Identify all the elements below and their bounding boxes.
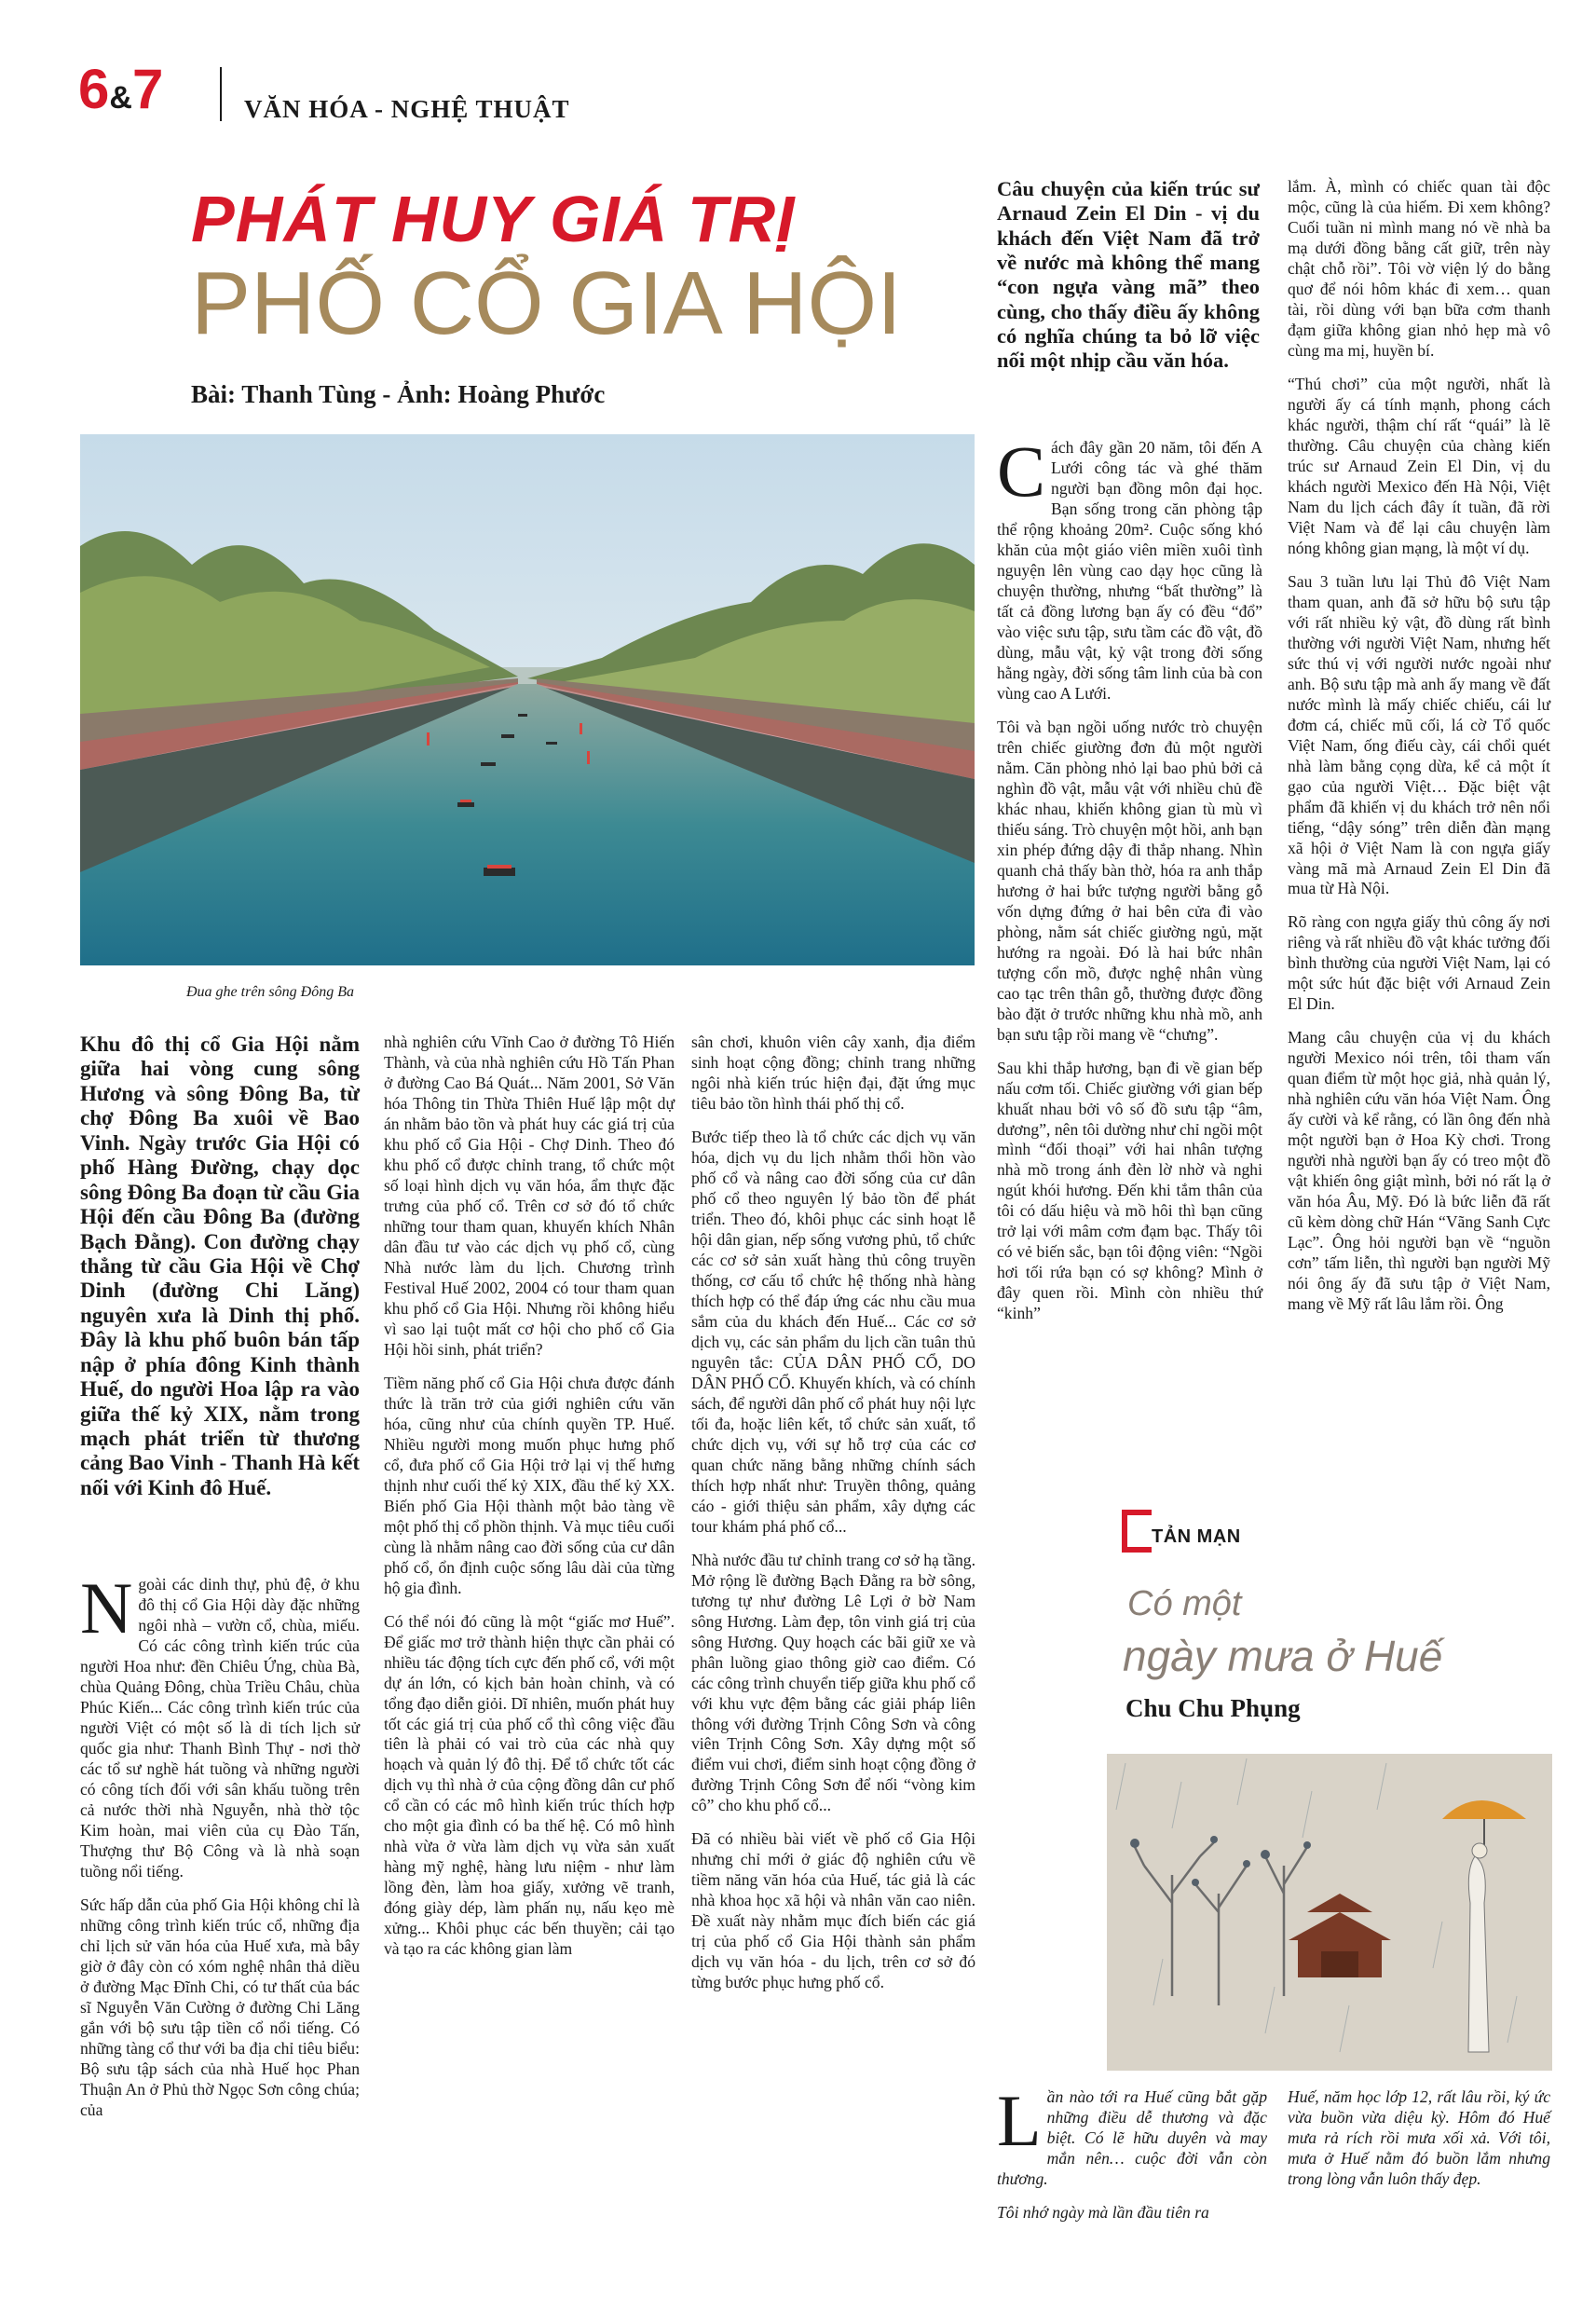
story3-column-1: Lần nào tới ra Huế cũng bắt gặp những điều dễ thương và đặc biệt. Có lẽ hữu duyên và may mắn nên… cuộc đời vẫn còn thương. Tôi nhớ ngày mà lần đầu tiên ra (997, 2080, 1267, 2222)
paragraph: lắm. À, mình có chiếc quan tài độc mộc, cũng là của hiếm. Đi xem không? Cuối tuần ni mình mang nó về nhà ba mạ dưới đồng bằng cất giữ, trên này chật chỗ rồi”. Tôi vờ viện lý do bằng quơ để nói hôm khác đi xem… quan tài, rồi dùng với bạn bữa cơm thanh đạm giữa không gian nhỏ hẹp mà vô cùng ma mị, huyền bí. (1288, 177, 1550, 360)
paragraph: Mang câu chuyện của vị du khách người Mexico nói trên, tôi tham vấn quan điểm từ một học giả, nhà quản lý, nhà nghiên cứu văn hóa Việt Nam. Ông ấy cười và kể rằng, có lần ông đến nhà một người bạn ở Hoa Kỳ chơi. Trong người nhà người bạn ấy có treo một đồ vật khiến ông giật mình, bởi nó rất lạ ở văn hóa Âu, Mỹ. Đó là bức liễn đã rất cũ kèm dòng chữ Hán “Vãng Sanh Cực Lạc”. Ông hỏi người bạn về “nguồn cơn” tấm liễn, thì người bạn người Mỹ nói ông ấy đã sưu tập ở Việt Nam, mang về Mỹ rất lâu lắm rồi. Ông (1288, 1028, 1550, 1314)
story2-column-2 (1288, 177, 1550, 1328)
section-title: VĂN HÓA - NGHỆ THUẬT (244, 95, 570, 123)
header-divider (220, 67, 222, 121)
rainy-hue-illustration (1107, 1754, 1552, 2071)
paragraph: sân chơi, khuôn viên cây xanh, địa điểm sinh hoạt cộng đồng; chỉnh trang những ngôi nhà kiến trúc hiện đại, đặt ứng mục tiêu bảo tồn hình thái phố thị cổ. (691, 1033, 975, 1113)
article-column-2 (384, 1033, 675, 1973)
article-title-line1: PHÁT HUY GIÁ TRỊ (191, 183, 796, 255)
paragraph: Tôi nhớ ngày mà lần đầu tiên ra (997, 2202, 1209, 2222)
story3-author: Chu Chu Phụng (1125, 1694, 1301, 1722)
article-column-1: Ngoài các dinh thự, phủ đệ, ở khu đô thị cổ Gia Hội dày đặc những ngôi nhà – vườn cổ, chùa, miếu. Có các công trình kiến trúc của người Hoa như: đền Chiêu Ứng, chùa Bà, chùa Quảng Đông, chùa Triều Châu, chùa Phúc Kiến... Các công trình kiến trúc của người Việt có một số là di tích lịch sử quốc gia như: Thanh Bình Thự - nơi thờ các tổ sư nghề hát tuồng và những người có công tích đối với sân khấu tuồng trên cả nước thời nhà Nguyễn, nhà thờ tộc Kim hoàn, mai viên của cụ Đào Tấn, Thượng thư Bộ Công và là nhà soạn tuồng nổi tiếng. Sức hấp dẫn của phố Gia Hội không chỉ là những công trình kiến trúc cổ, những địa chỉ lịch sử văn hóa của Huế xưa, mà bây giờ ở đây còn có xóm nghệ nhân thả diều ở đường Mạc Đĩnh Chi, có tư thất của bác sĩ Nguyễn Văn Cường ở đường Chi Lăng gắn với bộ sưu tập tiền cổ nổi tiếng. Có những tàng cổ thư với ba địa chỉ tiêu biểu: Bộ sưu tập sách của nhà Huế học Phan Thuận An ở Phủ thờ Ngọc Sơn công chúa; của (80, 1567, 360, 2119)
page-number: 6&7 (78, 58, 164, 120)
river-boat-race-photo (80, 434, 975, 965)
story3-title-line1: Có một (1127, 1584, 1242, 1623)
paragraph: Đã có nhiều bài viết về phố cổ Gia Hội nhưng chỉ mới ở giác độ nghiên cứu về tiềm năng văn hóa của Huế, tác giả là các nhà khoa học xã hội và nhân văn cao niên. Đề xuất này nhằm mục đích biến các giá trị của phố cổ Gia Hội thành sản phẩm dịch vụ văn hóa - du lịch, trên cơ sở đó từng bước phục hưng phố cổ. (691, 1829, 975, 1992)
paragraph: “Thú chơi” của một người, nhất là người ấy cá tính mạnh, phong cách khác người, thậm chí rất “quái” là lẽ thường. Câu chuyện của chàng kiến trúc sư Arnaud Zein El Din, vị du khách người Mexico đến Hà Nội, Việt Nam du lịch cách đây ít tuần, đã rời Việt Nam và để lại câu chuyện làm nóng không gian mạng, là một ví dụ. (1288, 374, 1550, 557)
paragraph: Tôi và bạn ngồi uống nước trò chuyện trên chiếc giường đơn đủ một người nằm. Căn phòng nhỏ lại bao phủ bởi cả nghìn đồ vật, mẫu vật với nhiều chủ đề khác nhau, khiến không gian tù mù vì thiếu sáng. Trò chuyện một hồi, anh bạn xin phép đứng dậy đi thắp nhang. Nhìn quanh chả thấy bàn thờ, hóa ra anh thắp hương ở hai bức tượng người bằng gỗ vốn dựng đứng ở hai bên cửa đi vào phòng, nằm sát chiếc giường ngủ, mặt hướng ra ngoài. Đó là hai bức nhân tượng cổn mồ, được nghệ nhân vùng cao tạc trên thân gỗ, thường được đồng bào đặt ở trước những khu nhà mồ, anh bạn sưu tập rồi mang về “chưng”. (997, 717, 1262, 1044)
photo-caption: Đua ghe trên sông Đông Ba (186, 984, 354, 1000)
article-byline: Bài: Thanh Tùng - Ảnh: Hoàng Phước (191, 380, 606, 408)
article-column-3 (691, 1033, 975, 2006)
paragraph: Sau khi thắp hương, bạn đi về gian bếp nấu cơm tối. Chiếc giường với gian bếp khuất nhau bởi vô số đồ sưu tập “âm, dương”, nên tôi dường như chỉ ngồi một mình “đối thoại” với hai nhân tượng nhà mồ trong ánh đèn lờ nhờ và nghi ngút khói hương. Đến khi tắm thân của tôi có dấu hiệu và mồ hôi thì bạn cũng trở lại với mâm cơm đạm bạc. Thấy tôi có vẻ biến sắc, bạn tôi động viên: “Ngồi hơi tối rứa bạn có sợ không? Mình ở đây quen rồi. Mình còn nhiều thứ “kinh” (997, 1058, 1262, 1323)
story2-column-1: Cách đây gần 20 năm, tôi đến A Lưới công tác và ghé thăm người bạn đồng môn đại học. Bạn sống trong căn phòng tập thể rộng khoảng 20m². Cuộc sống khó khăn của một giáo viên miền xuôi tình nguyện lên vùng cao dạy học cũng là chuyện thường, nhưng “bất thường” là tất cả đồng lương bạn ấy có đều “đổ” vào việc sưu tập, sưu tầm các đồ vật, đồ dùng, mẫu vật, kỷ vật trong đời sống hằng ngày, đời sống tâm linh của bà con vùng cao A Lưới. Tôi và bạn ngồi uống nước trò chuyện trên chiếc giường đơn đủ một người nằm. Căn phòng nhỏ lại bao phủ bởi cả nghìn đồ vật, mẫu vật với nhiều chủ đề khác nhau, khiến không gian tù mù vì thiếu sáng. Trò chuyện một hồi, anh bạn xin phép đứng dậy đi thắp nhang. Nhìn quanh chả thấy bàn thờ, hóa ra anh thắp hương ở hai bức tượng người bằng gỗ vốn dựng đứng ở hai bên cửa đi vào phòng, nằm sát chiếc giường ngủ, mặt hướng ra ngoài. Đó là hai bức nhân tượng cổn mồ, được nghệ nhân vùng cao tạc trên thân gỗ, thường được đồng bào đặt ở trước những khu nhà mồ, anh bạn sưu tập rồi mang về “chưng”. Sau khi thắp hương, bạn đi về gian bếp nấu cơm tối. Chiếc giường với gian bếp khuất nhau bởi vô số đồ sưu tập “âm, dương”, nên tôi dường như chỉ ngồi một mình “đối thoại” với hai nhân tượng nhà mồ trong ánh đèn lờ nhờ và nghi ngút khói hương. Đến khi tắm thân của tôi có dấu hiệu và mồ hôi thì bạn cũng trở lại với mâm cơm đạm bạc. Thấy tôi có vẻ biến sắc, bạn tôi động viên: “Ngồi hơi tối rứa bạn có sợ không? Mình ở đây quen rồi. Mình còn nhiều thứ “kinh” (997, 431, 1262, 1323)
story2-deck: Câu chuyện của kiến trúc sư Arnaud Zein El Din - vị du khách đến Việt Nam đã trở về nước mà không thể mang “con ngựa vàng mã” theo cùng, cho thấy điều ấy không có nghĩa chúng ta bỏ lỡ việc nối một nhịp cầu văn hóa. (997, 177, 1260, 373)
kicker-bracket (1122, 1510, 1152, 1553)
paragraph: Sức hấp dẫn của phố Gia Hội không chỉ là những công trình kiến trúc cổ, những địa chỉ lịch sử văn hóa của Huế xưa, mà bây giờ ở đây còn có xóm nghệ nhân thả diều ở đường Mạc Đĩnh Chi, có tư thất của bác sĩ Nguyễn Văn Cường ở đường Chi Lăng gắn với bộ sưu tập tiền cổ nổi tiếng. Có những tàng cổ thư với ba địa chỉ tiêu biểu: Bộ sưu tập sách của nhà Huế học Phan Thuận An ở Phủ thờ Ngọc Sơn công chúa; của (80, 1895, 360, 2119)
paragraph: Tiềm năng phố cổ Gia Hội chưa được đánh thức là trăn trở của giới nghiên cứu văn hóa, cũng như của chính quyền TP. Huế. Nhiều người mong muốn phục hưng phố cổ, đưa phố cổ Gia Hội trở lại vị thế hưng thịnh như cuối thế kỷ XIX, đầu thế kỷ XX. Biến phố Gia Hội thành một bảo tàng về một phố thị cổ phồn thịnh. Và mục tiêu cuối cùng là nhằm nâng cao đời sống của cư dân phố cổ, ổn định cuộc sống lâu dài của từng hộ gia đình. (384, 1373, 675, 1597)
drop-cap: N (80, 1567, 133, 1648)
drop-cap: C (997, 431, 1046, 512)
drop-cap: L (997, 2080, 1042, 2161)
paragraph: Bước tiếp theo là tổ chức các dịch vụ văn hóa, dịch vụ du lịch nhằm thổi hồn vào phố cổ và nâng cao đời sống của cư dân phố cổ theo nguyên lý bảo tồn để phát triển. Theo đó, khôi phục các sinh hoạt lễ hội dân gian, nếp sống vương phủ, tổ chức các cơ sở sản xuất hàng thủ công truyền thống, cơ cấu tổ chức hệ thống nhà hàng thích hợp có thể đáp ứng các nhu cầu mua sắm của du khách đến Huế... Các cơ sở dịch vụ, các sản phẩm du lịch cần tuân thủ nguyên tắc: CỦA DÂN PHỐ CỔ, DO DÂN PHỐ CỔ. Khuyến khích, và có chính sách, để người dân phố cổ phát huy nội lực tối đa, hoặc liên kết, tổ chức sản xuất, tổ chức dịch vụ, với sự hỗ trợ của các cơ quan chức năng bằng những chính sách thích hợp nhất như: Truyền thông, quảng cáo - giới thiệu sản phẩm, xây dựng các tour khám phá phố cổ... (691, 1127, 975, 1536)
paragraph: nhà nghiên cứu Vĩnh Cao ở đường Tô Hiến Thành, và của nhà nghiên cứu Hồ Tấn Phan ở đường Cao Bá Quát... Năm 2001, Sở Văn hóa Thông tin Thừa Thiên Huế lập một dự án nhằm bảo tồn và phát huy các giá trị của khu phố cổ Gia Hội - Chợ Dinh. Theo đó khu phố cổ được chỉnh trang, tổ chức một số loại hình dịch vụ văn hóa, ẩm thực đặc trưng của phố cổ. Trên cơ sở đó tổ chức những tour tham quan, khuyến khích Nhân dân đầu tư vào các dịch vụ phố cổ, cùng Nhà nước làm du lịch. Chương trình Festival Huế 2002, 2004 có tour tham quan khu phố cổ Gia Hội. Nhưng rồi không hiểu vì sao lại tuột mất cơ hội cho phố cổ Gia Hội hồi sinh, phát triển? (384, 1033, 675, 1359)
paragraph: Nhà nước đầu tư chỉnh trang cơ sở hạ tầng. Mở rộng lề đường Bạch Đằng ra bờ sông, tương tự như đường Lê Lợi ở bờ Nam sông Hương. Làm đẹp, tôn vinh giá trị của sông Hương. Quy hoạch các bãi giữ xe và phân luồng giao thông giờ cao điểm. Có các công trình chuyển tiếp giữa khu phố cổ với khu vực đệm bằng các giải pháp liên thông với đường Trịnh Công Sơn và công viên Trịnh Công Sơn. Xây dựng một số điểm vui chơi, điểm sinh hoạt cộng đồng ở đường Trịnh Công Sơn để nối “vòng kim cô” cho khu phố cổ... (691, 1550, 975, 1815)
paragraph: Huế, năm học lớp 12, rất lâu rồi, ký ức vừa buồn vừa diệu kỳ. Hôm đó Huế mưa rả rích rồi mưa xối xả. Với tôi, mưa ở Huế nằm đó buồn lắm nhưng trong lòng vẫn luôn thấy đẹp. (1288, 2087, 1550, 2188)
article-title-line2: PHỐ CỔ GIA HỘI (191, 253, 902, 353)
story3-column-2 (1288, 2087, 1550, 2203)
paragraph: Sau 3 tuần lưu lại Thủ đô Việt Nam tham quan, anh đã sở hữu bộ sưu tập với rất nhiều kỷ vật, đồ dùng rất bình thường với người Việt Nam, nhưng hết sức thú vị với người nước ngoài như anh. Bộ sưu tập mà anh ấy mang về đất nước mình là mấy chiếc chiếu, cái lư đơm cá, chiếc mũ cối, lá cờ Tổ quốc Việt Nam, ống điếu cày, cái chổi quét nhà làm bằng cọng dừa, kể cả một ít gạo của người Việt… Đặc biệt vật phẩm đã khiến vị du khách trở nên nổi tiếng, “dậy sóng” trên diễn đàn mạng xã hội ở Việt Nam là con ngựa giấy vàng mã mà Arnaud Zein El Din đã mua từ Hà Nội. (1288, 571, 1550, 898)
paragraph: Có thể nói đó cũng là một “giấc mơ Huế”. Để giấc mơ trở thành hiện thực cần phải có nhiều tác động tích cực đến phố cổ, với một dự án lớn, có kịch bản hoàn chỉnh, và có tổng đạo diễn giỏi. Dĩ nhiên, muốn phát huy tốt các giá trị của phố cổ thì công việc đầu tiên là phải có vai trò của các nhà quy hoạch và quản lý đô thị. Để tổ chức tốt các dịch vụ thì nhà ở của cộng đồng dân cư phố cổ cần có các mô hình kiến trúc thích hợp cho một gia đình có ba thế hệ. Có mô hình nhà vừa ở vừa làm dịch vụ vừa sản xuất hàng mỹ nghệ, hàng lưu niệm - như làm lồng đèn, làm hoa giấy, xưởng vẽ tranh, đóng giày dép, làm phấn nụ, nấu kẹo mè xửng... Khôi phục các bến thuyền; cải tạo và tạo ra các không gian làm (384, 1611, 675, 1959)
paragraph: Rõ ràng con ngựa giấy thủ công ấy nơi riêng và rất nhiều đồ vật khác tưởng đối bình thường của người Việt Nam, lại có một sức hút đặc biệt với Arnaud Zein El Din. (1288, 912, 1550, 1014)
story3-kicker: TẢN MẠN (1152, 1526, 1241, 1547)
story3-title-line2: ngày mưa ở Huế (1123, 1632, 1443, 1680)
article-lead: Khu đô thị cổ Gia Hội nằm giữa hai vòng cung sông Hương và sông Đông Ba, từ chợ Đông Ba xuôi về Bao Vinh. Ngày trước Gia Hội có phố Hàng Đường, chạy dọc sông Đông Ba đoạn từ cầu Gia Hội đến cầu Đông Ba (đường Bạch Đằng). Con đường chạy thẳng từ cầu Gia Hội về Chợ Dinh (đường Chi Lăng) nguyên xưa là Dinh thị phố. Đây là khu phố buôn bán tấp nập ở phía đông Kinh thành Huế, do người Hoa lập ra vào giữa thế kỷ XIX, nằm trong mạch phát triển từ thương cảng Bao Vinh - Thanh Hà kết nối với Kinh đô Huế. (80, 1033, 360, 1499)
